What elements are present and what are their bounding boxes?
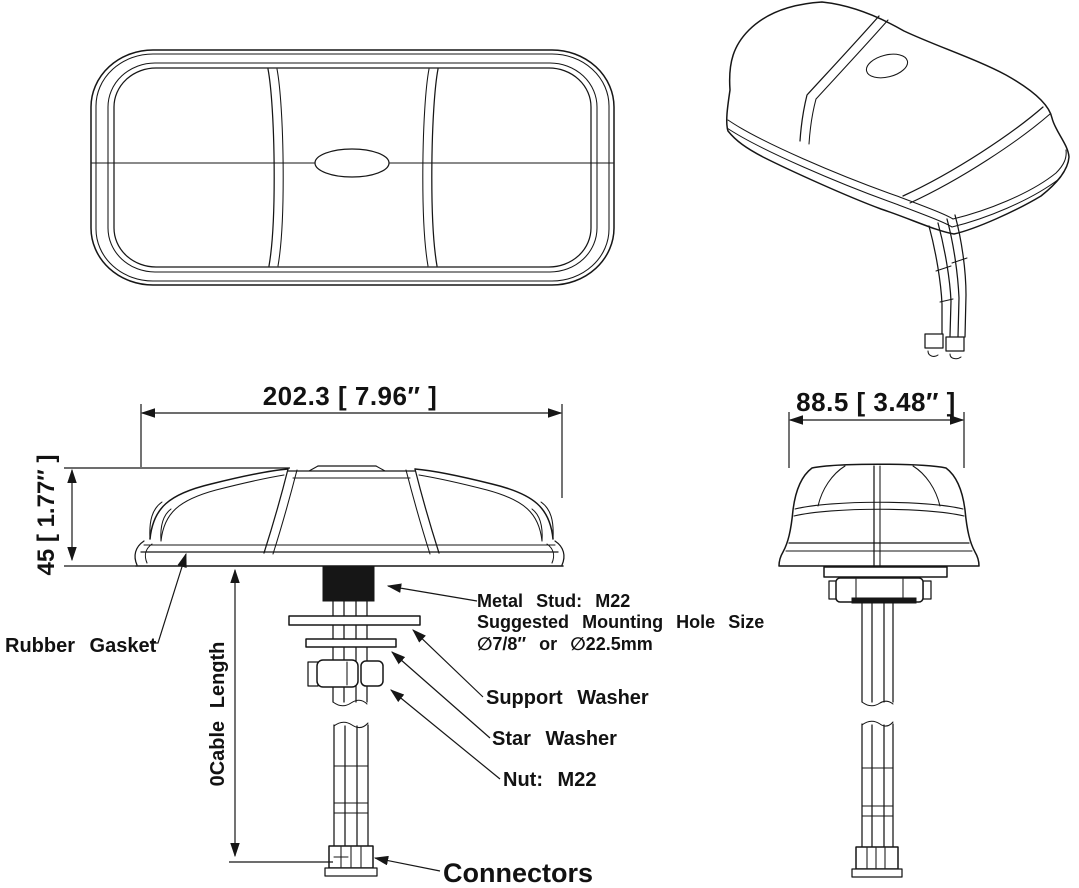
callouts [5,554,764,888]
dimension-side-width-text: 202.3 [ 7.96″ ] [262,381,438,411]
iso-right-seam [903,107,1043,196]
top-view-right-seam [432,69,438,266]
side-left-hump [150,469,288,539]
side-view [135,466,564,876]
leader-star-washer [392,652,490,738]
support-washer-label: Support Washer [486,687,649,709]
end-nut [829,578,931,603]
mounting-hole-label-line2: ∅7/8″ or ∅22.5mm [477,634,653,654]
leader-metal-stud [388,586,477,601]
end-connector [852,847,902,877]
mounting-hole-label-line1: Suggested Mounting Hole Size [477,612,765,632]
iso-left-seam [800,16,879,141]
nut-m22 [308,660,383,687]
cable-break-symbol [334,722,368,727]
side-right-hump [415,469,553,539]
nut-label: Nut: M22 [503,769,597,791]
cable-break-symbol [862,721,893,726]
isometric-view [727,2,1069,359]
star-washer-label: Star Washer [492,728,617,750]
dimension-cable-length [207,570,333,862]
metal-stud [323,567,374,601]
iso-connectors [925,334,964,359]
dimension-end-width [789,387,964,468]
connectors-label: Connectors [443,858,594,888]
leader-support-washer [413,630,483,697]
leader-connectors [375,858,440,871]
cable-break-symbol [862,701,893,706]
dimension-side-width [141,381,562,498]
side-connector [325,846,377,876]
dimension-side-height [33,455,290,576]
rubber-gasket-label: Rubber Gasket [5,635,157,657]
end-gasket [824,567,947,577]
iso-top-ellipse [864,50,910,82]
end-cable-upper [862,603,893,706]
side-cables-lower [334,722,368,846]
end-cable-lower [862,721,893,847]
end-view [779,464,979,877]
top-view-center-ellipse [315,149,389,177]
dimension-end-width-text: 88.5 [ 3.48″ ] [796,387,956,417]
cable-length-text: 0Cable Length [207,641,229,787]
star-washer [306,639,396,647]
dimension-side-height-text: 45 [ 1.77″ ] [33,454,60,576]
side-left-seam [264,469,288,553]
top-view [91,50,614,285]
top-view-left-seam [268,69,274,266]
metal-stud-label: Metal Stud: M22 [477,591,631,611]
leader-rubber-gasket [150,554,186,643]
cable-break-symbol [333,700,367,706]
support-washer [289,616,420,625]
iso-housing-silhouette [727,2,1069,234]
leader-nut [391,690,500,779]
side-right-seam [415,469,439,553]
